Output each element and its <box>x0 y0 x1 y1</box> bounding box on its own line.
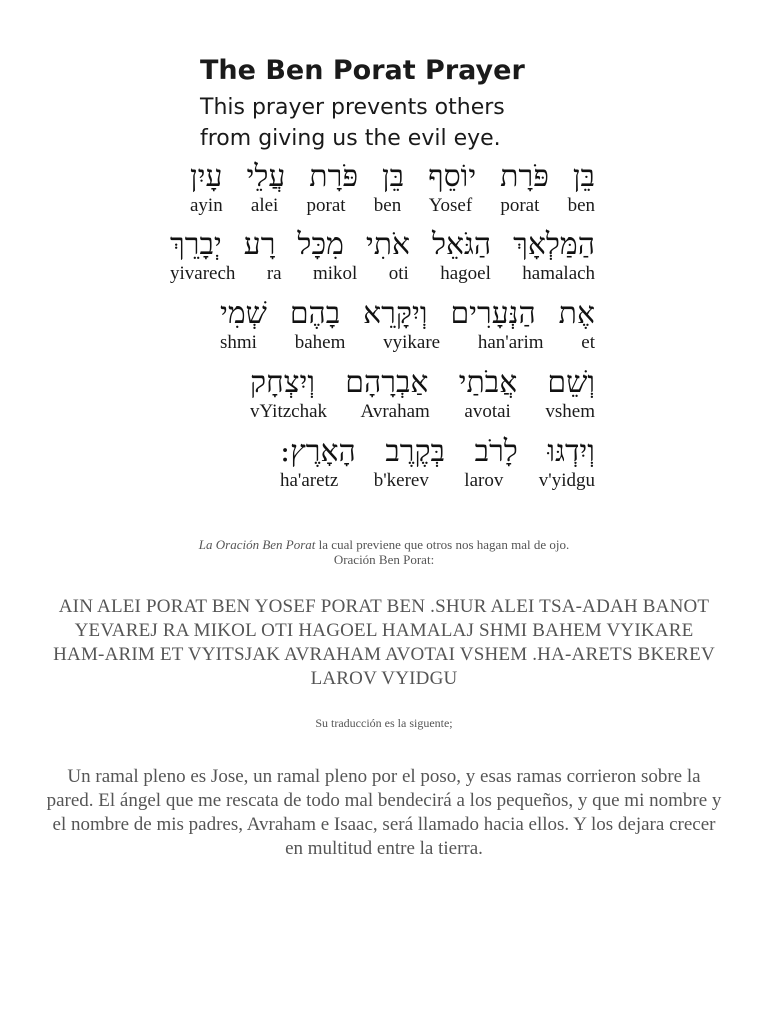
translit-word: alei <box>250 195 279 216</box>
translit-word: b'kerev <box>373 470 429 491</box>
translit-word: ra <box>266 263 282 284</box>
hebrew-word: הַגֹּאֵל <box>431 227 492 262</box>
prayer-subtitle-line-2: from giving us the evil eye. <box>200 126 501 151</box>
hebrew-word: יְבָרֵךְ <box>170 227 222 262</box>
translit-word: bahem <box>294 332 346 353</box>
hebrew-word: וְיִקָּרֵא <box>363 296 428 331</box>
hebrew-word: בֵּן <box>382 159 405 194</box>
transliteration-line <box>170 264 595 284</box>
transliteration-line <box>190 196 595 216</box>
hebrew-word: פֹּרָת <box>309 159 359 194</box>
transliteration-line <box>250 402 595 422</box>
hebrew-word: לָרֹב <box>474 434 518 469</box>
translit-word: yivarech <box>170 263 236 284</box>
hebrew-word: מִכָּל <box>297 227 344 262</box>
hebrew-word: הַמַּלְאָךְ <box>513 227 595 262</box>
translit-word: oti <box>388 263 409 284</box>
translit-word: vYitzchak <box>250 401 328 422</box>
caption-subtitle: Oración Ben Porat: <box>333 552 435 567</box>
hebrew-word: הָאָרֶץ: <box>280 434 356 469</box>
translit-word: ben <box>567 195 596 216</box>
translit-word: ha'aretz <box>280 470 339 491</box>
translit-word: mikol <box>312 263 358 284</box>
translit-word: avotai <box>464 401 511 422</box>
translation-paragraph: Un ramal pleno es Jose, un ramal pleno por el poso, y esas ramas corrieron sobre la pared. El ángel que me rescata de todo mal bendecirá a los pequeños, y que mi nombre y el nombre de mis padres, Avraham e Isaac, será llamado hacia ellos. Y los dejara crecer en multitud entre la tierra. <box>46 766 722 859</box>
translit-word: Avraham <box>360 401 430 422</box>
verse-row-4 <box>250 364 595 422</box>
hebrew-word: בְּקֶרֶב <box>385 434 446 469</box>
hebrew-word: עָיִן <box>190 159 223 194</box>
hebrew-word: רָע <box>243 227 276 262</box>
translit-word: han'arim <box>477 332 544 353</box>
translit-word: vyikare <box>383 332 441 353</box>
hebrew-word: וְיִצְחָק <box>250 365 316 400</box>
hebrew-line <box>220 295 595 333</box>
hebrew-word: פֹּרָת <box>500 159 549 194</box>
hebrew-word: אֲבֹתַי <box>458 365 518 400</box>
translit-word: Yosef <box>428 195 473 216</box>
transliteration-line <box>280 471 595 491</box>
translit-word: v'yidgu <box>538 470 595 491</box>
transliteration-line <box>220 333 595 353</box>
hebrew-line <box>280 433 595 471</box>
hebrew-word: אֶת <box>558 296 595 331</box>
translit-word: et <box>581 332 595 353</box>
hebrew-word: עֲלֵי <box>246 159 286 194</box>
translit-word: hagoel <box>440 263 491 284</box>
translit-word: vshem <box>545 401 596 422</box>
translit-word: hamalach <box>522 263 596 284</box>
translit-word: larov <box>464 470 504 491</box>
verse-row-3 <box>220 295 595 353</box>
translit-word: ben <box>373 195 402 216</box>
hebrew-word: אֹתִי <box>365 227 411 262</box>
caption-text: la cual previene que otros nos hagan mal de ojo. <box>315 537 570 552</box>
translit-word: shmi <box>220 332 257 353</box>
prayer-subtitle-line-1: This prayer prevents others <box>200 95 505 120</box>
hebrew-line <box>170 226 595 264</box>
hebrew-word: וְיִדְגּוּ <box>547 434 595 469</box>
verse-row-2 <box>170 226 595 284</box>
caption-title: La Oración Ben Porat <box>198 537 316 552</box>
hebrew-line <box>190 158 595 196</box>
hebrew-word: הַנְּעָרִים <box>450 296 536 331</box>
prayer-title: The Ben Porat Prayer <box>200 55 525 86</box>
hebrew-line <box>250 364 595 402</box>
hebrew-word: שְׁמִי <box>220 296 267 331</box>
translit-word: porat <box>306 195 346 216</box>
hebrew-word: בָהֶם <box>289 296 341 331</box>
hebrew-word: בֵּן <box>572 159 595 194</box>
translit-word: porat <box>500 195 540 216</box>
image-caption <box>0 537 768 552</box>
transliteration-paragraph: AIN ALEI PORAT BEN YOSEF PORAT BEN .SHUR ALEI TSA-ADAH BANOT YEVAREJ RA MIKOL OTI HAGOEL HAMALAJ SHMI BAHEM VYIKARE HAM-ARIM ET VYITSJAK AVRAHAM AVOTAI VSHEM .HA-ARETS BKEREV LAROV VYIDGU <box>53 596 715 689</box>
verse-row-5 <box>280 433 595 491</box>
hebrew-word: וְשֵׁם <box>547 365 595 400</box>
prayer-subtitle <box>200 92 505 154</box>
hebrew-word: יוֹסֵף <box>428 159 477 194</box>
translation-intro: Su traducción es la siguente; <box>315 716 453 730</box>
hebrew-word: אַבְרָהָם <box>345 365 429 400</box>
prayer-image <box>165 50 600 500</box>
verse-row-1 <box>190 158 595 216</box>
translit-word: ayin <box>190 195 223 216</box>
